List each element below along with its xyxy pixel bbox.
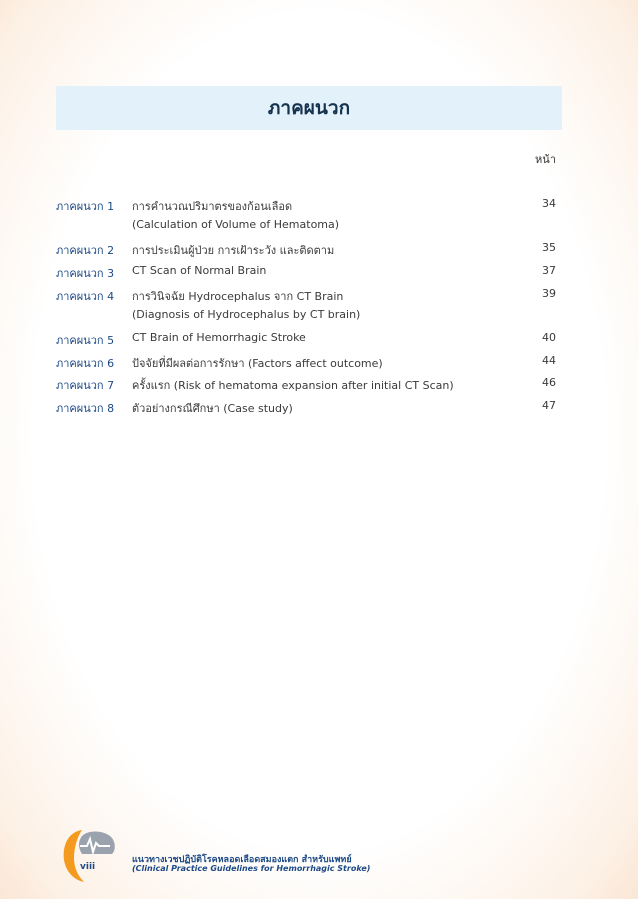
toc-description: การประเมินผู้ป่วย การเฝ้าระวัง และติดตาม	[132, 244, 335, 257]
toc-label: ภาคผนวก 7	[56, 379, 115, 392]
toc-description: การคำนวณปริมาตรของก้อนเลือด	[132, 200, 293, 213]
toc-page-number: 35	[542, 241, 556, 254]
page-column-header: หน้า	[535, 153, 556, 166]
footer-title-thai: แนวทางเวชปฏิบัติโรคหลอดเลือดสมองแตก สำหรับแพทย์	[132, 855, 352, 865]
toc-subdescription: (Diagnosis of Hydrocephalus by CT brain)	[132, 308, 361, 321]
toc-page-number: 39	[542, 287, 556, 300]
toc-label: ภาคผนวก 4	[56, 290, 115, 303]
footer-page-number: viii	[80, 862, 96, 872]
toc-label: ภาคผนวก 8	[56, 402, 115, 415]
toc-page-number: 34	[542, 197, 556, 210]
toc-page-number: 40	[542, 331, 556, 344]
toc-label: ภาคผนวก 5	[56, 334, 115, 347]
toc-description: ปัจจัยที่มีผลต่อการรักษา (Factors affect outcome)	[132, 357, 383, 370]
toc-page-number: 47	[542, 399, 556, 412]
toc-label: ภาคผนวก 2	[56, 244, 115, 257]
toc-label: ภาคผนวก 1	[56, 200, 115, 213]
toc-description: การวินิจฉัย Hydrocephalus จาก CT Brain	[132, 290, 344, 303]
toc-page-number: 37	[542, 264, 556, 277]
brain-heartbeat-logo-icon	[60, 826, 118, 884]
toc-subdescription: (Calculation of Volume of Hematoma)	[132, 218, 340, 231]
toc-description: CT Scan of Normal Brain	[132, 264, 267, 277]
page-title: ภาคผนวก	[267, 97, 351, 119]
toc-description: ตัวอย่างกรณีศึกษา (Case study)	[132, 402, 293, 415]
toc-label: ภาคผนวก 3	[56, 267, 115, 280]
toc-description: ครั้งแรก (Risk of hematoma expansion after initial CT Scan)	[132, 379, 454, 392]
title-banner	[56, 86, 562, 130]
toc-label: ภาคผนวก 6	[56, 357, 115, 370]
toc-description: CT Brain of Hemorrhagic Stroke	[132, 331, 306, 344]
toc-page-number: 46	[542, 376, 556, 389]
footer-title-english: (Clinical Practice Guidelines for Hemorrhagic Stroke)	[132, 864, 371, 873]
toc-page-number: 44	[542, 354, 556, 367]
